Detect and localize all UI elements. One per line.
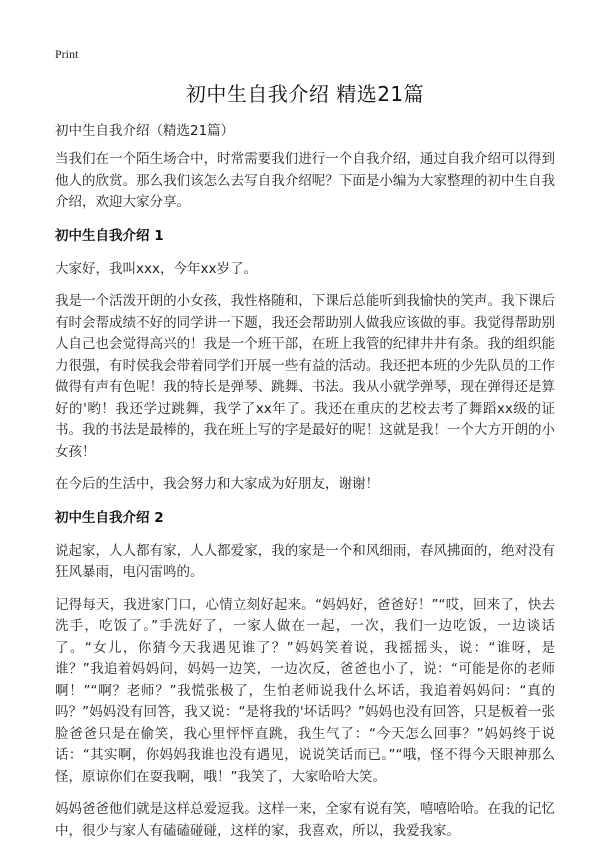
document-body bbox=[55, 149, 555, 853]
paragraph: 大家好，我叫xxx，今年xx岁了。 bbox=[55, 260, 257, 277]
section-2 bbox=[55, 507, 555, 843]
document-title: 初中生自我介绍 精选21篇 bbox=[185, 82, 425, 106]
paragraph: 说起家，人人都有家，人人都爱家，我的家是一个和风细雨，春风拂面的，绝对没有狂风暴雨，电闪雷鸣的。 bbox=[55, 542, 555, 580]
print-label: Print bbox=[55, 47, 79, 61]
paragraph: 我是一个活泼开朗的小女孩，我性格随和，下课后总能听到我愉快的笑声。我下课后有时会帮成绩不好的同学讲一下题，我还会帮助别人做我应该做的事。我觉得帮助别人自己也会觉得高兴的！我是一个班干部，在班上我管的纪律井井有条。我的组织能力很强，有时侯我会带着同学们开展一些有益的活动。我还把本班的少先队员的工作做得有声有色呢！我的特长是弹琴、跳舞、书法。我从小就学弹琴，现在弹得还是算好的'哟！我还学过跳舞，我学了xx年了。我还在重庆的艺校去考了舞蹈xx级的证书。我的书法是最棒的，我在班上写的字是最好的呢！这就是我！一个大方开朗的小女孩！ bbox=[55, 293, 555, 460]
section-1 bbox=[55, 225, 555, 496]
paragraph: 记得每天，我进家门口，心情立刻好起来。“妈妈好，爸爸好！”“哎，回来了，快去洗手，吃饭了。”手洗好了，一家人做在一起，一次，我们一边吃饭，一边谈话了。“女儿，你猜今天我遇见谁了？”妈妈笑着说，我摇摇头，说：“谁呀，是谁？”我追着妈妈问，妈妈一边笑，一边次反，爸爸也小了，说：“可能是你的老师啊！”“啊？老师？”我慌张极了，生怕老师说我什么坏话，我追着妈妈问：“真的吗？”妈妈没有回答，我又说：“是将我的'坏话吗？”妈妈也没有回答，只是板着一张脸爸爸只是在偷笑，我心里怦怦直跳，我生气了：“今天怎么回事？”妈妈终于说话：“其实啊，你妈妈我谁也没有遇见，说说笑话而已。”“哦，怪不得今天眼神那么怪，原谅你们在耍我啊，哦！”我笑了，大家哈哈大笑。 bbox=[55, 596, 555, 785]
section-heading: 初中生自我介绍 2 bbox=[55, 509, 164, 526]
paragraph: 妈妈爸爸他们就是这样总爱逗我。这样一来，全家有说有笑，嘻嘻哈哈。在我的记忆中，很少与家人有磕磕碰碰，这样的家，我喜欢，所以，我爱我家。 bbox=[55, 801, 555, 839]
document-subtitle: 初中生自我介绍（精选21篇） bbox=[55, 123, 235, 139]
paragraph: 在今后的生活中，我会努力和大家成为好朋友，谢谢！ bbox=[55, 476, 379, 492]
intro-paragraph: 当我们在一个陌生场合中，时常需要我们进行一个自我介绍，通过自我介绍可以得到他人的欣赏。那么我们该怎么去写自我介绍呢？下面是小编为大家整理的初中生自我介绍，欢迎大家分享。 bbox=[55, 151, 555, 210]
section-heading: 初中生自我介绍 1 bbox=[55, 227, 164, 244]
